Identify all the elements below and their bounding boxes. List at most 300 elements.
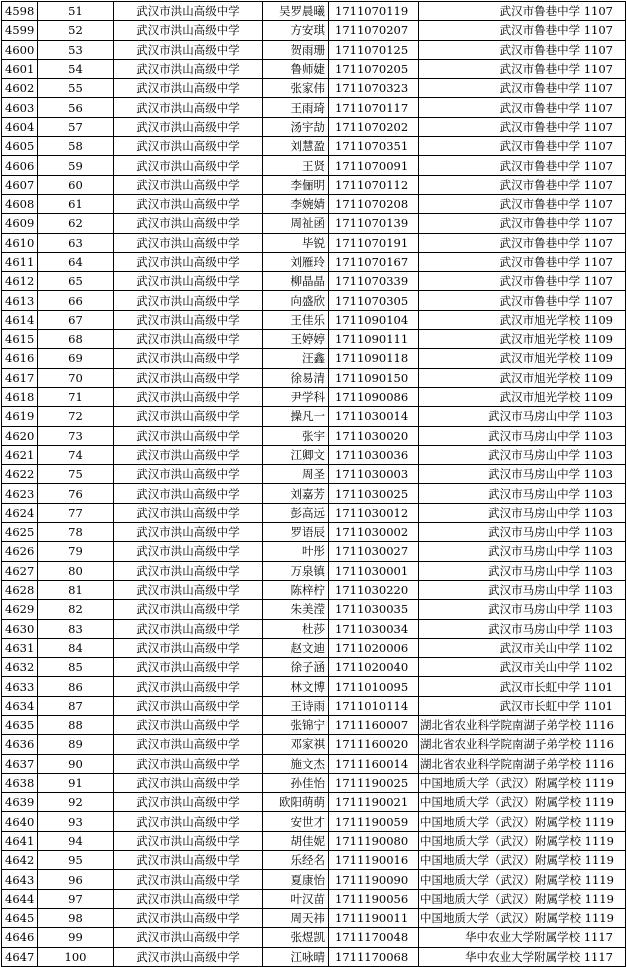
student-name-cell: 柳晶晶 bbox=[263, 272, 329, 291]
row-count-cell: 55 bbox=[38, 79, 114, 98]
row-seq-cell: 4644 bbox=[2, 889, 38, 908]
table-row bbox=[2, 793, 626, 812]
school-cell: 武汉市洪山高级中学 bbox=[114, 677, 263, 696]
destination-school-cell: 武汉市鲁巷中学 1107 bbox=[419, 194, 626, 213]
row-count-cell: 94 bbox=[38, 831, 114, 850]
student-name-cell: 毕锐 bbox=[263, 233, 329, 252]
row-count-cell: 96 bbox=[38, 870, 114, 889]
destination-school-cell: 武汉市鲁巷中学 1107 bbox=[419, 79, 626, 98]
table-row bbox=[2, 619, 626, 638]
table-row bbox=[2, 561, 626, 580]
destination-school-cell: 武汉市马房山中学 1103 bbox=[419, 600, 626, 619]
table-row bbox=[2, 600, 626, 619]
destination-school-cell: 武汉市关山中学 1102 bbox=[419, 638, 626, 657]
student-id-cell: 1711090150 bbox=[329, 368, 419, 387]
table-body bbox=[2, 2, 626, 967]
row-count-cell: 100 bbox=[38, 947, 114, 966]
student-name-cell: 李俪明 bbox=[263, 175, 329, 194]
row-count-cell: 52 bbox=[38, 21, 114, 40]
student-name-cell: 江卿文 bbox=[263, 445, 329, 464]
school-cell: 武汉市洪山高级中学 bbox=[114, 98, 263, 117]
school-cell: 武汉市洪山高级中学 bbox=[114, 831, 263, 850]
table-row bbox=[2, 523, 626, 542]
row-seq-cell: 4630 bbox=[2, 619, 38, 638]
school-cell: 武汉市洪山高级中学 bbox=[114, 117, 263, 136]
student-id-cell: 1711070119 bbox=[329, 2, 419, 21]
student-id-cell: 1711190056 bbox=[329, 889, 419, 908]
student-id-cell: 1711170068 bbox=[329, 947, 419, 966]
destination-school-cell: 武汉市鲁巷中学 1107 bbox=[419, 2, 626, 21]
admission-list-table bbox=[1, 1, 626, 967]
destination-school-cell: 武汉市鲁巷中学 1107 bbox=[419, 59, 626, 78]
row-count-cell: 97 bbox=[38, 889, 114, 908]
school-cell: 武汉市洪山高级中学 bbox=[114, 947, 263, 966]
table-row bbox=[2, 465, 626, 484]
row-count-cell: 54 bbox=[38, 59, 114, 78]
destination-school-cell: 武汉市鲁巷中学 1107 bbox=[419, 98, 626, 117]
destination-school-cell: 武汉市旭光学校 1109 bbox=[419, 349, 626, 368]
table-row bbox=[2, 387, 626, 406]
student-id-cell: 1711070139 bbox=[329, 214, 419, 233]
destination-school-cell: 武汉市马房山中学 1103 bbox=[419, 503, 626, 522]
student-id-cell: 1711090104 bbox=[329, 310, 419, 329]
row-seq-cell: 4615 bbox=[2, 330, 38, 349]
school-cell: 武汉市洪山高级中学 bbox=[114, 793, 263, 812]
destination-school-cell: 武汉市旭光学校 1109 bbox=[419, 387, 626, 406]
row-seq-cell: 4639 bbox=[2, 793, 38, 812]
destination-school-cell: 武汉市鲁巷中学 1107 bbox=[419, 117, 626, 136]
school-cell: 武汉市洪山高级中学 bbox=[114, 561, 263, 580]
row-count-cell: 88 bbox=[38, 715, 114, 734]
student-name-cell: 陈梓柠 bbox=[263, 580, 329, 599]
school-cell: 武汉市洪山高级中学 bbox=[114, 445, 263, 464]
student-name-cell: 安世才 bbox=[263, 812, 329, 831]
row-seq-cell: 4603 bbox=[2, 98, 38, 117]
student-id-cell: 1711070305 bbox=[329, 291, 419, 310]
table-row bbox=[2, 812, 626, 831]
school-cell: 武汉市洪山高级中学 bbox=[114, 349, 263, 368]
row-count-cell: 66 bbox=[38, 291, 114, 310]
school-cell: 武汉市洪山高级中学 bbox=[114, 658, 263, 677]
student-name-cell: 施文杰 bbox=[263, 754, 329, 773]
school-cell: 武汉市洪山高级中学 bbox=[114, 754, 263, 773]
school-cell: 武汉市洪山高级中学 bbox=[114, 252, 263, 271]
row-seq-cell: 4610 bbox=[2, 233, 38, 252]
row-count-cell: 63 bbox=[38, 233, 114, 252]
student-name-cell: 尹学科 bbox=[263, 387, 329, 406]
student-name-cell: 邓家祺 bbox=[263, 735, 329, 754]
student-id-cell: 1711070117 bbox=[329, 98, 419, 117]
row-count-cell: 92 bbox=[38, 793, 114, 812]
student-name-cell: 刘慧盈 bbox=[263, 137, 329, 156]
student-name-cell: 孙佳怡 bbox=[263, 773, 329, 792]
destination-school-cell: 湖北省农业科学院南湖子弟学校 1116 bbox=[419, 754, 626, 773]
student-name-cell: 杜莎 bbox=[263, 619, 329, 638]
table-row bbox=[2, 98, 626, 117]
table-row bbox=[2, 735, 626, 754]
school-cell: 武汉市洪山高级中学 bbox=[114, 465, 263, 484]
school-cell: 武汉市洪山高级中学 bbox=[114, 870, 263, 889]
school-cell: 武汉市洪山高级中学 bbox=[114, 137, 263, 156]
row-count-cell: 61 bbox=[38, 194, 114, 213]
school-cell: 武汉市洪山高级中学 bbox=[114, 272, 263, 291]
row-seq-cell: 4636 bbox=[2, 735, 38, 754]
table-row bbox=[2, 889, 626, 908]
school-cell: 武汉市洪山高级中学 bbox=[114, 387, 263, 406]
school-cell: 武汉市洪山高级中学 bbox=[114, 426, 263, 445]
row-seq-cell: 4633 bbox=[2, 677, 38, 696]
destination-school-cell: 武汉市长虹中学 1101 bbox=[419, 696, 626, 715]
table-row bbox=[2, 503, 626, 522]
destination-school-cell: 武汉市旭光学校 1109 bbox=[419, 310, 626, 329]
student-name-cell: 吴罗晨曦 bbox=[263, 2, 329, 21]
school-cell: 武汉市洪山高级中学 bbox=[114, 40, 263, 59]
row-seq-cell: 4641 bbox=[2, 831, 38, 850]
student-id-cell: 1711160020 bbox=[329, 735, 419, 754]
student-id-cell: 1711030220 bbox=[329, 580, 419, 599]
school-cell: 武汉市洪山高级中学 bbox=[114, 889, 263, 908]
row-seq-cell: 4627 bbox=[2, 561, 38, 580]
school-cell: 武汉市洪山高级中学 bbox=[114, 773, 263, 792]
destination-school-cell: 武汉市马房山中学 1103 bbox=[419, 445, 626, 464]
row-count-cell: 53 bbox=[38, 40, 114, 59]
destination-school-cell: 武汉市马房山中学 1103 bbox=[419, 561, 626, 580]
destination-school-cell: 中国地质大学（武汉）附属学校 1119 bbox=[419, 831, 626, 850]
row-seq-cell: 4635 bbox=[2, 715, 38, 734]
student-id-cell: 1711070112 bbox=[329, 175, 419, 194]
student-id-cell: 1711030001 bbox=[329, 561, 419, 580]
student-name-cell: 王诗雨 bbox=[263, 696, 329, 715]
table-row bbox=[2, 851, 626, 870]
table-row bbox=[2, 407, 626, 426]
table-row bbox=[2, 137, 626, 156]
destination-school-cell: 华中农业大学附属学校 1117 bbox=[419, 947, 626, 966]
student-id-cell: 1711070339 bbox=[329, 272, 419, 291]
row-seq-cell: 4600 bbox=[2, 40, 38, 59]
row-count-cell: 99 bbox=[38, 928, 114, 947]
table-row bbox=[2, 696, 626, 715]
student-name-cell: 刘嘉芳 bbox=[263, 484, 329, 503]
row-count-cell: 75 bbox=[38, 465, 114, 484]
row-count-cell: 58 bbox=[38, 137, 114, 156]
school-cell: 武汉市洪山高级中学 bbox=[114, 600, 263, 619]
student-name-cell: 胡佳妮 bbox=[263, 831, 329, 850]
student-id-cell: 1711190011 bbox=[329, 908, 419, 927]
destination-school-cell: 华中农业大学附属学校 1117 bbox=[419, 928, 626, 947]
school-cell: 武汉市洪山高级中学 bbox=[114, 523, 263, 542]
destination-school-cell: 武汉市鲁巷中学 1107 bbox=[419, 252, 626, 271]
table-row bbox=[2, 156, 626, 175]
row-seq-cell: 4616 bbox=[2, 349, 38, 368]
student-name-cell: 王佳乐 bbox=[263, 310, 329, 329]
row-count-cell: 57 bbox=[38, 117, 114, 136]
student-id-cell: 1711020006 bbox=[329, 638, 419, 657]
student-id-cell: 1711070351 bbox=[329, 137, 419, 156]
student-name-cell: 周天祎 bbox=[263, 908, 329, 927]
student-name-cell: 王婷婷 bbox=[263, 330, 329, 349]
student-id-cell: 1711070205 bbox=[329, 59, 419, 78]
school-cell: 武汉市洪山高级中学 bbox=[114, 503, 263, 522]
student-name-cell: 周祉函 bbox=[263, 214, 329, 233]
student-name-cell: 叶彤 bbox=[263, 542, 329, 561]
student-id-cell: 1711190016 bbox=[329, 851, 419, 870]
student-id-cell: 1711160007 bbox=[329, 715, 419, 734]
row-count-cell: 91 bbox=[38, 773, 114, 792]
row-seq-cell: 4601 bbox=[2, 59, 38, 78]
row-seq-cell: 4617 bbox=[2, 368, 38, 387]
student-id-cell: 1711030003 bbox=[329, 465, 419, 484]
table-row bbox=[2, 773, 626, 792]
student-name-cell: 夏康怡 bbox=[263, 870, 329, 889]
student-id-cell: 1711170048 bbox=[329, 928, 419, 947]
row-count-cell: 77 bbox=[38, 503, 114, 522]
row-seq-cell: 4640 bbox=[2, 812, 38, 831]
row-count-cell: 59 bbox=[38, 156, 114, 175]
student-name-cell: 贺雨珊 bbox=[263, 40, 329, 59]
table-row bbox=[2, 908, 626, 927]
destination-school-cell: 武汉市鲁巷中学 1107 bbox=[419, 21, 626, 40]
destination-school-cell: 武汉市鲁巷中学 1107 bbox=[419, 137, 626, 156]
student-name-cell: 刘雁玲 bbox=[263, 252, 329, 271]
destination-school-cell: 湖北省农业科学院南湖子弟学校 1116 bbox=[419, 735, 626, 754]
row-seq-cell: 4605 bbox=[2, 137, 38, 156]
table-row bbox=[2, 831, 626, 850]
row-seq-cell: 4638 bbox=[2, 773, 38, 792]
row-count-cell: 60 bbox=[38, 175, 114, 194]
row-seq-cell: 4642 bbox=[2, 851, 38, 870]
student-id-cell: 1711070167 bbox=[329, 252, 419, 271]
school-cell: 武汉市洪山高级中学 bbox=[114, 21, 263, 40]
table-row bbox=[2, 754, 626, 773]
row-seq-cell: 4606 bbox=[2, 156, 38, 175]
school-cell: 武汉市洪山高级中学 bbox=[114, 156, 263, 175]
table-row bbox=[2, 947, 626, 966]
school-cell: 武汉市洪山高级中学 bbox=[114, 233, 263, 252]
row-seq-cell: 4646 bbox=[2, 928, 38, 947]
school-cell: 武汉市洪山高级中学 bbox=[114, 79, 263, 98]
table-row bbox=[2, 349, 626, 368]
school-cell: 武汉市洪山高级中学 bbox=[114, 2, 263, 21]
student-id-cell: 1711190021 bbox=[329, 793, 419, 812]
student-id-cell: 1711090111 bbox=[329, 330, 419, 349]
student-name-cell: 王雨琦 bbox=[263, 98, 329, 117]
row-seq-cell: 4631 bbox=[2, 638, 38, 657]
student-name-cell: 徐易清 bbox=[263, 368, 329, 387]
student-name-cell: 彭高远 bbox=[263, 503, 329, 522]
student-id-cell: 1711030025 bbox=[329, 484, 419, 503]
row-seq-cell: 4622 bbox=[2, 465, 38, 484]
row-count-cell: 86 bbox=[38, 677, 114, 696]
student-name-cell: 李婉婧 bbox=[263, 194, 329, 213]
destination-school-cell: 武汉市旭光学校 1109 bbox=[419, 368, 626, 387]
table-row bbox=[2, 233, 626, 252]
student-id-cell: 1711070191 bbox=[329, 233, 419, 252]
row-seq-cell: 4612 bbox=[2, 272, 38, 291]
table-row bbox=[2, 330, 626, 349]
table-row bbox=[2, 426, 626, 445]
destination-school-cell: 中国地质大学（武汉）附属学校 1119 bbox=[419, 908, 626, 927]
school-cell: 武汉市洪山高级中学 bbox=[114, 619, 263, 638]
student-id-cell: 1711030035 bbox=[329, 600, 419, 619]
row-seq-cell: 4621 bbox=[2, 445, 38, 464]
student-name-cell: 欧阳萌萌 bbox=[263, 793, 329, 812]
destination-school-cell: 武汉市旭光学校 1109 bbox=[419, 330, 626, 349]
row-count-cell: 56 bbox=[38, 98, 114, 117]
row-seq-cell: 4608 bbox=[2, 194, 38, 213]
row-count-cell: 68 bbox=[38, 330, 114, 349]
destination-school-cell: 中国地质大学（武汉）附属学校 1119 bbox=[419, 889, 626, 908]
row-count-cell: 90 bbox=[38, 754, 114, 773]
table-row bbox=[2, 175, 626, 194]
student-name-cell: 汪鑫 bbox=[263, 349, 329, 368]
destination-school-cell: 武汉市关山中学 1102 bbox=[419, 658, 626, 677]
student-id-cell: 1711030034 bbox=[329, 619, 419, 638]
row-count-cell: 78 bbox=[38, 523, 114, 542]
student-name-cell: 王贤 bbox=[263, 156, 329, 175]
destination-school-cell: 武汉市鲁巷中学 1107 bbox=[419, 214, 626, 233]
student-name-cell: 张家伟 bbox=[263, 79, 329, 98]
row-seq-cell: 4643 bbox=[2, 870, 38, 889]
school-cell: 武汉市洪山高级中学 bbox=[114, 175, 263, 194]
row-seq-cell: 4598 bbox=[2, 2, 38, 21]
row-seq-cell: 4634 bbox=[2, 696, 38, 715]
student-id-cell: 1711070323 bbox=[329, 79, 419, 98]
student-name-cell: 林文博 bbox=[263, 677, 329, 696]
row-count-cell: 76 bbox=[38, 484, 114, 503]
row-seq-cell: 4614 bbox=[2, 310, 38, 329]
student-id-cell: 1711190059 bbox=[329, 812, 419, 831]
table-row bbox=[2, 21, 626, 40]
school-cell: 武汉市洪山高级中学 bbox=[114, 214, 263, 233]
destination-school-cell: 武汉市鲁巷中学 1107 bbox=[419, 272, 626, 291]
student-name-cell: 江咏晴 bbox=[263, 947, 329, 966]
row-count-cell: 64 bbox=[38, 252, 114, 271]
school-cell: 武汉市洪山高级中学 bbox=[114, 542, 263, 561]
school-cell: 武汉市洪山高级中学 bbox=[114, 851, 263, 870]
row-count-cell: 84 bbox=[38, 638, 114, 657]
school-cell: 武汉市洪山高级中学 bbox=[114, 59, 263, 78]
destination-school-cell: 中国地质大学（武汉）附属学校 1119 bbox=[419, 812, 626, 831]
school-cell: 武汉市洪山高级中学 bbox=[114, 310, 263, 329]
row-seq-cell: 4647 bbox=[2, 947, 38, 966]
row-count-cell: 98 bbox=[38, 908, 114, 927]
student-id-cell: 1711190090 bbox=[329, 870, 419, 889]
row-seq-cell: 4599 bbox=[2, 21, 38, 40]
table-row bbox=[2, 252, 626, 271]
destination-school-cell: 中国地质大学（武汉）附属学校 1119 bbox=[419, 870, 626, 889]
student-name-cell: 向盛欣 bbox=[263, 291, 329, 310]
student-id-cell: 1711070125 bbox=[329, 40, 419, 59]
school-cell: 武汉市洪山高级中学 bbox=[114, 928, 263, 947]
student-id-cell: 1711160014 bbox=[329, 754, 419, 773]
row-seq-cell: 4632 bbox=[2, 658, 38, 677]
destination-school-cell: 武汉市马房山中学 1103 bbox=[419, 484, 626, 503]
student-name-cell: 叶汉苗 bbox=[263, 889, 329, 908]
student-id-cell: 1711070091 bbox=[329, 156, 419, 175]
table-row bbox=[2, 40, 626, 59]
table-row bbox=[2, 715, 626, 734]
student-id-cell: 1711190025 bbox=[329, 773, 419, 792]
destination-school-cell: 武汉市马房山中学 1103 bbox=[419, 426, 626, 445]
school-cell: 武汉市洪山高级中学 bbox=[114, 638, 263, 657]
row-seq-cell: 4620 bbox=[2, 426, 38, 445]
row-seq-cell: 4604 bbox=[2, 117, 38, 136]
row-seq-cell: 4629 bbox=[2, 600, 38, 619]
row-seq-cell: 4626 bbox=[2, 542, 38, 561]
row-count-cell: 89 bbox=[38, 735, 114, 754]
destination-school-cell: 武汉市鲁巷中学 1107 bbox=[419, 233, 626, 252]
table-row bbox=[2, 870, 626, 889]
destination-school-cell: 湖北省农业科学院南湖子弟学校 1116 bbox=[419, 715, 626, 734]
destination-school-cell: 武汉市马房山中学 1103 bbox=[419, 407, 626, 426]
row-count-cell: 83 bbox=[38, 619, 114, 638]
destination-school-cell: 武汉市鲁巷中学 1107 bbox=[419, 291, 626, 310]
row-seq-cell: 4623 bbox=[2, 484, 38, 503]
table-row bbox=[2, 580, 626, 599]
row-seq-cell: 4637 bbox=[2, 754, 38, 773]
row-seq-cell: 4613 bbox=[2, 291, 38, 310]
destination-school-cell: 中国地质大学（武汉）附属学校 1119 bbox=[419, 773, 626, 792]
student-id-cell: 1711070207 bbox=[329, 21, 419, 40]
student-name-cell: 方安琪 bbox=[263, 21, 329, 40]
school-cell: 武汉市洪山高级中学 bbox=[114, 368, 263, 387]
table-row bbox=[2, 542, 626, 561]
student-name-cell: 万泉镇 bbox=[263, 561, 329, 580]
student-name-cell: 周圣 bbox=[263, 465, 329, 484]
table-row bbox=[2, 272, 626, 291]
destination-school-cell: 武汉市马房山中学 1103 bbox=[419, 542, 626, 561]
table-row bbox=[2, 79, 626, 98]
row-count-cell: 73 bbox=[38, 426, 114, 445]
student-name-cell: 鲁师婕 bbox=[263, 59, 329, 78]
student-id-cell: 1711010114 bbox=[329, 696, 419, 715]
table-row bbox=[2, 638, 626, 657]
school-cell: 武汉市洪山高级中学 bbox=[114, 291, 263, 310]
student-id-cell: 1711190080 bbox=[329, 831, 419, 850]
student-name-cell: 朱美滢 bbox=[263, 600, 329, 619]
row-seq-cell: 4607 bbox=[2, 175, 38, 194]
school-cell: 武汉市洪山高级中学 bbox=[114, 194, 263, 213]
row-seq-cell: 4602 bbox=[2, 79, 38, 98]
student-id-cell: 1711020040 bbox=[329, 658, 419, 677]
table-row bbox=[2, 214, 626, 233]
row-count-cell: 62 bbox=[38, 214, 114, 233]
table-row bbox=[2, 310, 626, 329]
school-cell: 武汉市洪山高级中学 bbox=[114, 330, 263, 349]
row-seq-cell: 4625 bbox=[2, 523, 38, 542]
destination-school-cell: 中国地质大学（武汉）附属学校 1119 bbox=[419, 851, 626, 870]
destination-school-cell: 武汉市马房山中学 1103 bbox=[419, 465, 626, 484]
destination-school-cell: 武汉市马房山中学 1103 bbox=[419, 619, 626, 638]
table-row bbox=[2, 59, 626, 78]
student-id-cell: 1711030020 bbox=[329, 426, 419, 445]
school-cell: 武汉市洪山高级中学 bbox=[114, 407, 263, 426]
school-cell: 武汉市洪山高级中学 bbox=[114, 484, 263, 503]
student-id-cell: 1711070208 bbox=[329, 194, 419, 213]
row-count-cell: 82 bbox=[38, 600, 114, 619]
student-name-cell: 乐经名 bbox=[263, 851, 329, 870]
school-cell: 武汉市洪山高级中学 bbox=[114, 735, 263, 754]
row-count-cell: 95 bbox=[38, 851, 114, 870]
table-row bbox=[2, 928, 626, 947]
student-id-cell: 1711090086 bbox=[329, 387, 419, 406]
table-row bbox=[2, 291, 626, 310]
row-count-cell: 79 bbox=[38, 542, 114, 561]
row-seq-cell: 4619 bbox=[2, 407, 38, 426]
row-count-cell: 87 bbox=[38, 696, 114, 715]
destination-school-cell: 武汉市鲁巷中学 1107 bbox=[419, 40, 626, 59]
student-id-cell: 1711030012 bbox=[329, 503, 419, 522]
